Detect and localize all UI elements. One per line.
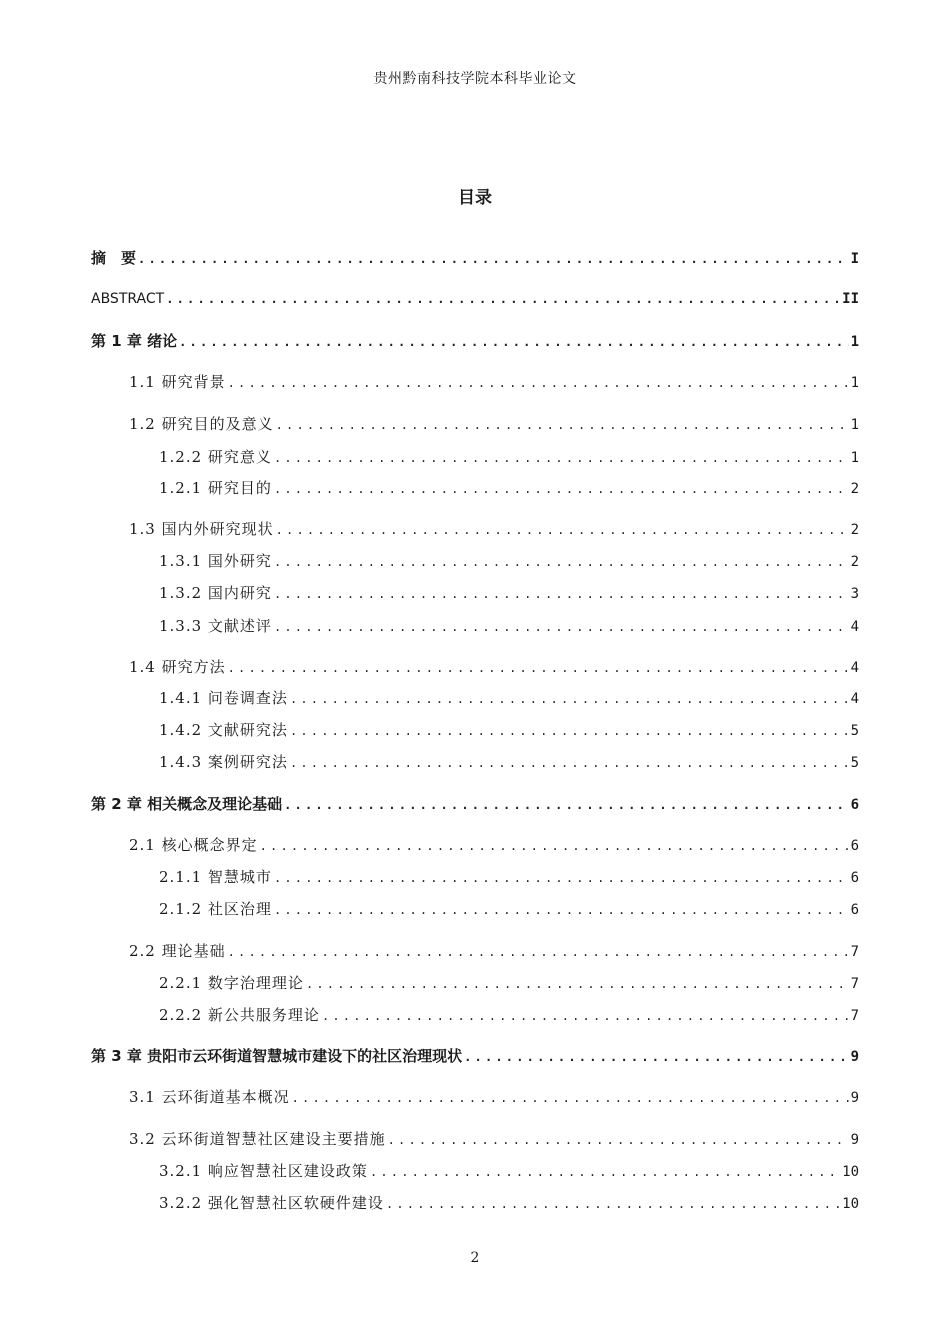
- toc-entry-subsection-2-2-1[interactable]: [159, 971, 859, 995]
- toc-entry-label: 第 1 章 绪论: [91, 332, 178, 350]
- dot-leader: [274, 866, 849, 890]
- dot-leader: [274, 550, 849, 574]
- toc-entry-page: 6: [850, 838, 859, 854]
- toc-entry-page: 10: [842, 1196, 859, 1212]
- toc-entry-chapter-3[interactable]: [91, 1044, 859, 1068]
- toc-entry-subsection-2-2-2[interactable]: [159, 1003, 859, 1027]
- dot-leader: [274, 898, 849, 922]
- dot-leader: [274, 615, 849, 639]
- toc-entry-label: 第 2 章 相关概念及理论基础: [91, 795, 283, 813]
- toc-entry-page: I: [850, 251, 859, 267]
- toc-entry-page: 9: [850, 1132, 859, 1148]
- toc-entry-page: 4: [850, 660, 859, 676]
- toc-entry-label: 2.2 理论基础: [129, 942, 226, 960]
- toc-entry-section-1-1[interactable]: [129, 370, 859, 394]
- dot-leader: [274, 446, 849, 470]
- dot-leader: [386, 1192, 840, 1216]
- toc-entry-page: 2: [850, 481, 859, 497]
- toc-entry-label: 1.4.3 案例研究法: [159, 753, 288, 771]
- page-number: 2: [470, 1250, 480, 1266]
- dot-leader: [166, 287, 840, 311]
- toc-entry-label: 1.3 国内外研究现状: [129, 520, 274, 538]
- toc-entry-page: 7: [850, 1008, 859, 1024]
- toc-entry-page: II: [842, 291, 859, 307]
- toc-entry-label: 3.2.1 响应智慧社区建设政策: [159, 1162, 368, 1180]
- toc-entry-page: 4: [850, 619, 859, 635]
- dot-leader: [370, 1160, 840, 1184]
- toc-entry-subsection-1-4-3[interactable]: [159, 750, 859, 774]
- toc-entry-page: 6: [850, 902, 859, 918]
- toc-entry-section-1-3[interactable]: [129, 517, 859, 541]
- dot-leader: [228, 371, 849, 395]
- toc-entry-subsection-1-2-2[interactable]: [159, 445, 859, 469]
- toc-entry-page: 1: [850, 417, 859, 433]
- dot-leader: [388, 1128, 849, 1152]
- toc-entry-page: 6: [850, 797, 859, 813]
- toc-entry-label: 1.2.1 研究目的: [159, 479, 272, 497]
- toc-entry-page: 3: [850, 586, 859, 602]
- toc-entry-page: 10: [842, 1164, 859, 1180]
- toc-entry-label: 1.3.3 文献述评: [159, 617, 272, 635]
- toc-entry-page: 6: [850, 870, 859, 886]
- toc-entry-label: 2.2.2 新公共服务理论: [159, 1006, 320, 1024]
- toc-entry-label: 1.3.1 国外研究: [159, 552, 272, 570]
- toc-entry-page: 9: [850, 1090, 859, 1106]
- toc-entry-page: 1: [850, 450, 859, 466]
- toc-entry-label: 1.4.2 文献研究法: [159, 721, 288, 739]
- toc-title: 目录: [458, 188, 492, 208]
- toc-entry-page: 7: [850, 944, 859, 960]
- toc-entry-page: 4: [850, 691, 859, 707]
- dot-leader: [284, 793, 848, 817]
- toc-entry-label: 3.2.2 强化智慧社区软硬件建设: [159, 1194, 384, 1212]
- dot-leader: [228, 940, 849, 964]
- dot-leader: [260, 834, 849, 858]
- dot-leader: [464, 1045, 848, 1069]
- toc-entry-label: 1.4.1 问卷调查法: [159, 689, 288, 707]
- dot-leader: [274, 477, 849, 501]
- toc-entry-label: 1.3.2 国内研究: [159, 584, 272, 602]
- toc-entry-label: 1.2 研究目的及意义: [129, 415, 274, 433]
- toc-entry-label: ABSTRACT: [91, 291, 165, 307]
- running-header: 贵州黔南科技学院本科毕业论文: [373, 71, 577, 87]
- dot-leader: [228, 656, 849, 680]
- toc-entry-label: 1.2.2 研究意义: [159, 448, 272, 466]
- toc-entry-abstract-en[interactable]: [91, 287, 859, 311]
- toc-entry-label: 1.1 研究背景: [129, 373, 226, 391]
- toc-entry-section-2-2[interactable]: [129, 939, 859, 963]
- toc-entry-subsection-2-1-2[interactable]: [159, 897, 859, 921]
- toc-entry-subsection-1-2-1[interactable]: [159, 476, 859, 500]
- toc-entry-page: 1: [850, 334, 859, 350]
- dot-leader: [306, 972, 849, 996]
- toc-entry-page: 1: [850, 375, 859, 391]
- toc-entry-chapter-2[interactable]: [91, 792, 859, 816]
- toc-entry-label: 3.1 云环街道基本概况: [129, 1088, 290, 1106]
- toc-entry-subsection-1-4-2[interactable]: [159, 718, 859, 742]
- toc-entry-subsection-2-1-1[interactable]: [159, 865, 859, 889]
- toc-entry-page: 5: [850, 723, 859, 739]
- toc-entry-page: 7: [850, 976, 859, 992]
- toc-entry-subsection-1-3-1[interactable]: [159, 549, 859, 573]
- toc-entry-subsection-1-4-1[interactable]: [159, 686, 859, 710]
- dot-leader: [290, 687, 849, 711]
- toc-entry-subsection-3-2-2[interactable]: [159, 1191, 859, 1215]
- dot-leader: [292, 1086, 849, 1110]
- toc-entry-label: 2.2.1 数字治理理论: [159, 974, 304, 992]
- toc-entry-subsection-1-3-2[interactable]: [159, 581, 859, 605]
- toc-entry-abstract-cn[interactable]: [91, 246, 859, 270]
- toc-entry-section-3-1[interactable]: [129, 1085, 859, 1109]
- toc-entry-page: 2: [850, 554, 859, 570]
- toc-entry-section-1-2[interactable]: [129, 412, 859, 436]
- dot-leader: [274, 582, 849, 606]
- dot-leader: [290, 719, 849, 743]
- dot-leader: [276, 518, 849, 542]
- toc-entry-page: 9: [850, 1049, 859, 1065]
- toc-entry-label: 摘 要: [91, 249, 137, 267]
- toc-entry-page: 5: [850, 755, 859, 771]
- toc-entry-section-1-4[interactable]: [129, 655, 859, 679]
- toc-entry-page: 2: [850, 522, 859, 538]
- dot-leader: [138, 247, 849, 271]
- dot-leader: [276, 413, 849, 437]
- toc-entry-section-2-1[interactable]: [129, 833, 859, 857]
- dot-leader: [322, 1004, 849, 1028]
- toc-entry-label: 2.1.2 社区治理: [159, 900, 272, 918]
- toc-entry-label: 3.2 云环街道智慧社区建设主要措施: [129, 1130, 386, 1148]
- toc-entry-section-3-2[interactable]: [129, 1127, 859, 1151]
- dot-leader: [290, 751, 849, 775]
- toc-entry-label: 2.1 核心概念界定: [129, 836, 258, 854]
- dot-leader: [179, 330, 848, 354]
- toc-entry-subsection-1-3-3[interactable]: [159, 614, 859, 638]
- toc-entry-chapter-1[interactable]: [91, 329, 859, 353]
- toc-entry-subsection-3-2-1[interactable]: [159, 1159, 859, 1183]
- toc-entry-label: 1.4 研究方法: [129, 658, 226, 676]
- toc-entry-label: 第 3 章 贵阳市云环街道智慧城市建设下的社区治理现状: [91, 1047, 463, 1065]
- toc-entry-label: 2.1.1 智慧城市: [159, 868, 272, 886]
